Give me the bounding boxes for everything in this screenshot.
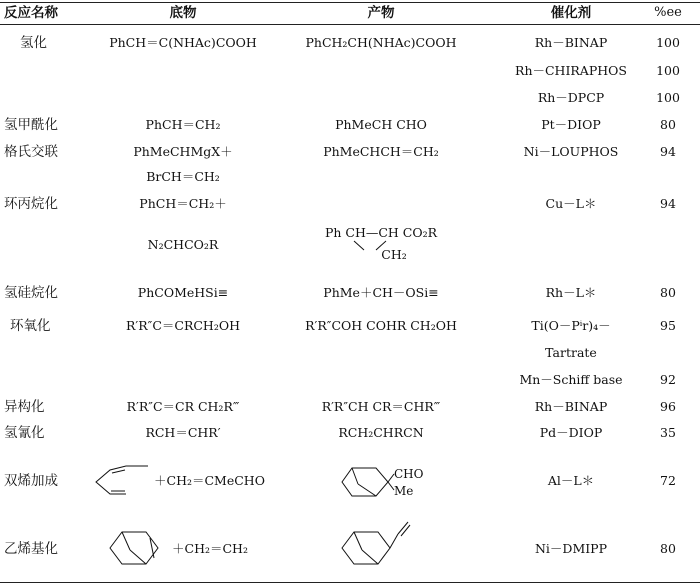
header-ee: %ee <box>654 5 682 20</box>
reaction-name: 环氧化 <box>10 318 51 334</box>
ee-value: 100 <box>656 63 680 78</box>
catalyst: Al－L＊ <box>547 473 595 488</box>
ee-value: 100 <box>656 35 680 50</box>
reaction-name: 氢氰化 <box>4 425 45 441</box>
catalyst: Rh－L＊ <box>545 285 597 300</box>
header-substrate: 底物 <box>169 5 197 21</box>
catalyst: Cu－L＊ <box>545 196 597 211</box>
product: Ph CH—CH CO₂R <box>324 225 438 240</box>
catalyst: Ni－DMIPP <box>534 541 607 556</box>
vinylnorbornane-product-icon <box>336 520 416 570</box>
substrate: R′R″C＝CRCH₂OH <box>126 318 240 333</box>
catalyst: Ni－LOUPHOS <box>523 144 619 159</box>
substrate: R′R″C＝CR CH₂R‴ <box>126 399 240 414</box>
substrate: PhCH＝C(NHAc)COOH <box>109 35 257 50</box>
catalyst: Rh－BINAP <box>534 399 608 414</box>
product-cho-label: CHO <box>394 467 424 481</box>
product: RCH₂CHRCN <box>338 425 424 440</box>
reaction-name: 格氏交联 <box>4 144 58 160</box>
catalyst: Ti(O－Pⁱr)₄－ <box>531 318 611 333</box>
substrate: PhCOMeHSi≡ <box>137 285 229 300</box>
cyclopropane-bonds-icon <box>350 240 390 252</box>
catalyst: Pt－DIOP <box>541 117 601 132</box>
substrate: BrCH＝CH₂ <box>146 169 220 184</box>
product: PhMeCH CHO <box>335 117 427 132</box>
substrate: RCH＝CHR′ <box>145 425 221 440</box>
ee-value: 95 <box>660 318 676 333</box>
ee-value: 94 <box>660 196 676 211</box>
diene-structure-icon <box>92 462 152 498</box>
ee-value: 94 <box>660 144 676 159</box>
product: PhCH₂CH(NHAc)COOH <box>305 35 457 50</box>
product-ring-ch2: CH₂ <box>381 247 407 262</box>
ee-value: 80 <box>660 117 676 132</box>
substrate: PhMeCHMgX＋ <box>133 144 233 159</box>
header-rule <box>0 24 700 25</box>
reaction-name: 异构化 <box>4 399 45 415</box>
ee-value: 92 <box>660 372 676 387</box>
catalyst: Rh－DPCP <box>537 90 605 105</box>
product: PhMeCHCH＝CH₂ <box>323 144 439 159</box>
bottom-rule <box>0 582 700 583</box>
reaction-name: 氢化 <box>20 35 47 51</box>
catalyst: Tartrate <box>545 345 597 360</box>
header-product: 产物 <box>367 5 395 21</box>
ee-value: 80 <box>660 541 676 556</box>
product: R′R″COH COHR CH₂OH <box>305 318 457 333</box>
ee-value: 80 <box>660 285 676 300</box>
product: PhMe＋CH－OSi≡ <box>323 285 439 300</box>
substrate: PhCH＝CH₂＋ <box>139 196 227 211</box>
catalyst: Pd－DIOP <box>539 425 603 440</box>
catalyst: Rh－CHIRAPHOS <box>515 63 627 78</box>
catalyst: Rh－BINAP <box>534 35 608 50</box>
top-rule <box>0 2 700 3</box>
header-catalyst: 催化剂 <box>550 5 592 21</box>
reaction-name: 双烯加成 <box>4 473 58 489</box>
ee-value: 35 <box>660 425 676 440</box>
ee-value: 96 <box>660 399 676 414</box>
header-reaction-name: 反应名称 <box>4 5 58 21</box>
norbornene-structure-icon <box>104 524 170 570</box>
reaction-name: 氢甲酰化 <box>4 117 58 133</box>
product: R′R″CH CR＝CHR‴ <box>321 399 441 414</box>
ee-value: 72 <box>660 473 676 488</box>
reaction-name: 乙烯基化 <box>4 541 58 557</box>
substrate: ＋CH₂＝CMeCHO <box>154 473 265 488</box>
substrate: N₂CHCO₂R <box>147 237 219 252</box>
substrate: ＋CH₂＝CH₂ <box>172 541 248 556</box>
ee-value: 100 <box>656 90 680 105</box>
substrate: PhCH＝CH₂ <box>145 117 221 132</box>
reaction-name: 氢硅烷化 <box>4 285 58 301</box>
reaction-name: 环丙烷化 <box>4 196 58 212</box>
product-me-label: Me <box>394 484 414 498</box>
catalyst: Mn－Schiff base <box>519 372 623 387</box>
